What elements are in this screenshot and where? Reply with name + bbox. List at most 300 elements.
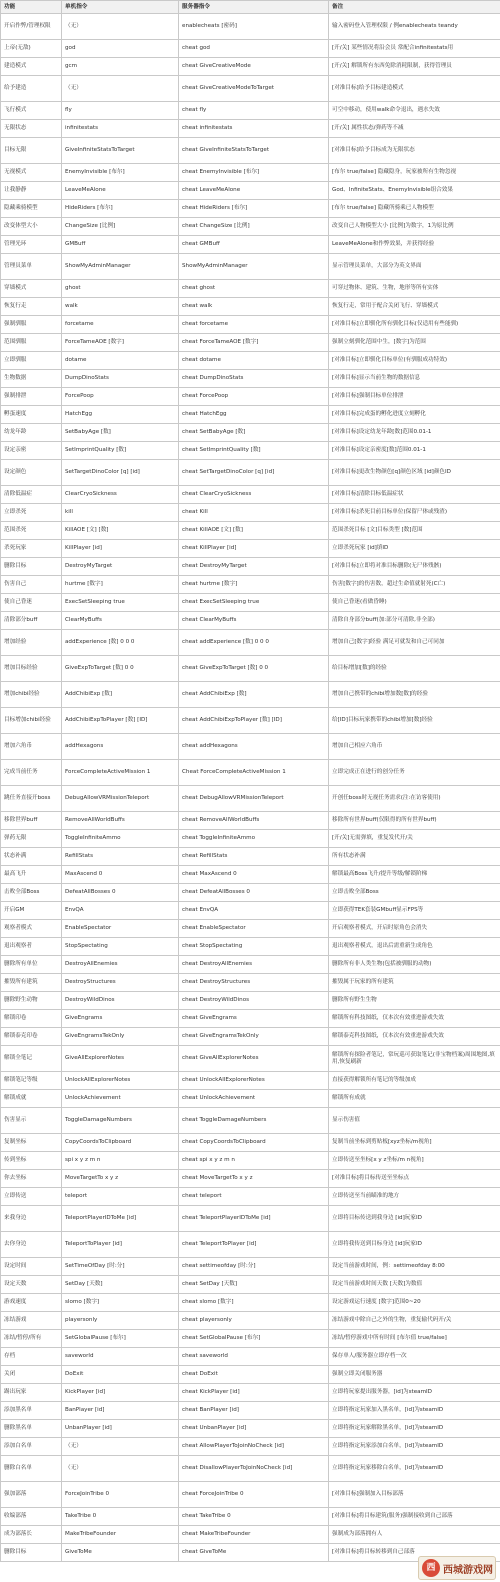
cell-server-command: cheat DoExit [179, 1366, 329, 1384]
header-notes: 备注 [329, 1, 500, 14]
cell-single-player-command: addExperience [数] 0 0 0 [62, 630, 179, 656]
cell-server-command: cheat DestroyWildDinos [179, 992, 329, 1010]
cell-function: 成为部落长 [1, 1526, 62, 1544]
cell-single-player-command: （无） [62, 1438, 179, 1456]
cell-server-command: cheat addHexagons [179, 734, 329, 760]
cell-server-command: cheat Kill [179, 504, 329, 522]
cell-single-player-command: TeleportPlayerIDToMe [id] [62, 1206, 179, 1232]
table-row [1, 40, 500, 58]
cell-server-command: cheat SetDay [天数] [179, 1276, 329, 1294]
table-row [1, 370, 500, 388]
cell-single-player-command: ExecSetSleeping true [62, 594, 179, 612]
cell-server-command: cheat AddChibiExp [数] [179, 682, 329, 708]
cell-function: 移除世界buff [1, 812, 62, 830]
cell-single-player-command: StopSpectating [62, 938, 179, 956]
cell-function: 增加目标经验 [1, 656, 62, 682]
table-row [1, 1090, 500, 1108]
cell-function: 使自己昏迷 [1, 594, 62, 612]
cell-function: 隐藏乘骑模型 [1, 200, 62, 218]
cell-single-player-command: ForceTameAOE [数字] [62, 334, 179, 352]
cell-notes: [开/关] 属性状态/弹药等不减 [329, 120, 500, 138]
cell-function: 删除黑名单 [1, 1420, 62, 1438]
cell-notes: 解锁所有成就 [329, 1090, 500, 1108]
cell-notes: 立即将指定玩家添加白名单，[id]为steamID [329, 1438, 500, 1456]
cell-function: 范围驯服 [1, 334, 62, 352]
table-row [1, 1046, 500, 1072]
cell-notes: [对准目标]杀死目前目标单位(保留尸体或残渣) [329, 504, 500, 522]
table-row [1, 612, 500, 630]
cell-server-command: cheat MoveTargetTo x y z [179, 1170, 329, 1188]
cell-server-command: cheat GiveCreativeMode [179, 58, 329, 76]
cell-function: 删除目标 [1, 1544, 62, 1562]
cell-single-player-command: UnbanPlayer [id] [62, 1420, 179, 1438]
table-row [1, 1028, 500, 1046]
cell-function: 击败全部Boss [1, 884, 62, 902]
cell-server-command: cheat DefeatAllBosses 0 [179, 884, 329, 902]
cell-single-player-command: SetBabyAge [数] [62, 424, 179, 442]
cell-notes: [开/关] 解锁所有东西免除消耗限制，获得管理员 [329, 58, 500, 76]
cell-single-player-command: spi x y z m n [62, 1152, 179, 1170]
cell-single-player-command: ClearCryoSickness [62, 486, 179, 504]
table-row [1, 848, 500, 866]
cell-server-command: cheat TakeTribe 0 [179, 1508, 329, 1526]
table-row [1, 1402, 500, 1420]
cell-notes: [对准目标]清除目标低温症状 [329, 486, 500, 504]
cell-single-player-command: GiveInfiniteStatsToTarget [62, 138, 179, 164]
table-row [1, 920, 500, 938]
cell-notes: 摧毁属于玩家的所有建筑 [329, 974, 500, 992]
table-row [1, 540, 500, 558]
cell-server-command: cheat hurtme [数字] [179, 576, 329, 594]
cell-function: 建造模式 [1, 58, 62, 76]
cell-server-command: cheat ForceJoinTribe 0 [179, 1482, 329, 1508]
cell-single-player-command: EnvQA [62, 902, 179, 920]
cell-function: 解锁全笔记 [1, 1046, 62, 1072]
cell-single-player-command: GiveEngrams [62, 1010, 179, 1028]
table-row [1, 504, 500, 522]
cell-function: 设定亲密 [1, 442, 62, 460]
cell-single-player-command: KillAOE [文] [数] [62, 522, 179, 540]
cell-single-player-command: HideRiders [布尔] [62, 200, 179, 218]
cell-server-command: cheat SetTargetDinoColor [q] [id] [179, 460, 329, 486]
cell-single-player-command: RefillStats [62, 848, 179, 866]
cell-notes: 立即击败全部Boss [329, 884, 500, 902]
cell-notes: 立即获得TEK套装GMbuff显示FPS等 [329, 902, 500, 920]
cell-server-command: cheat StopSpectating [179, 938, 329, 956]
cell-notes: [对准目标]将目标传送至坐标点 [329, 1170, 500, 1188]
cell-function: 改变体型大小 [1, 218, 62, 236]
cell-notes: 立即将指定玩家解除黑名单，[id]为steamID [329, 1420, 500, 1438]
cell-notes: [对准目标]设定亲密度[数]范围0.01-1 [329, 442, 500, 460]
cell-function: 穿墙模式 [1, 280, 62, 298]
cell-server-command: cheat settimeofday [时:分] [179, 1258, 329, 1276]
site-name: 西城游戏网 [443, 1564, 493, 1576]
cell-single-player-command: （无） [62, 14, 179, 40]
cell-notes: [布尔 true/false] 隐藏所骑乘已人物模型 [329, 200, 500, 218]
cell-server-command: cheat ChangeSize [比例] [179, 218, 329, 236]
cell-notes: [对准目标]给予目标建造模式 [329, 76, 500, 102]
table-row [1, 218, 500, 236]
table-row [1, 1170, 500, 1188]
cell-notes: 显示伤害值 [329, 1108, 500, 1134]
cell-notes: [对准目标]立即驯化所有驯化目标(仅适用有些能驯) [329, 316, 500, 334]
cell-server-command: cheat walk [179, 298, 329, 316]
cell-function: 杀死玩家 [1, 540, 62, 558]
cell-single-player-command: BanPlayer [id] [62, 1402, 179, 1420]
table-row [1, 938, 500, 956]
cell-function: 设定时间 [1, 1258, 62, 1276]
cell-notes: 立即杀死玩家 [id]填ID [329, 540, 500, 558]
cell-single-player-command: hurtme [数字] [62, 576, 179, 594]
cell-server-command: cheat spi x y z m n [179, 1152, 329, 1170]
table-row [1, 1420, 500, 1438]
cell-server-command: cheat GiveCreativeModeToTarget [179, 76, 329, 102]
cell-notes: God、InfiniteStats、EnemyInvisible组合效果 [329, 182, 500, 200]
cell-function: 增加经验 [1, 630, 62, 656]
cell-function: 游戏速度 [1, 1294, 62, 1312]
cell-single-player-command: EnableSpectator [62, 920, 179, 938]
table-row [1, 182, 500, 200]
cell-function: 无限状态 [1, 120, 62, 138]
table-row [1, 76, 500, 102]
cell-function: 解锁泰克印卷 [1, 1028, 62, 1046]
cell-function: 立即传送 [1, 1188, 62, 1206]
cell-server-command: cheat UnlockAchievement [179, 1090, 329, 1108]
cell-server-command: cheat TeleportPlayerIDToMe [id] [179, 1206, 329, 1232]
cell-function: 收编部落 [1, 1508, 62, 1526]
cell-function: 解锁印卷 [1, 1010, 62, 1028]
cell-function: 幼龙年龄 [1, 424, 62, 442]
cell-server-command: cheat MaxAscend 0 [179, 866, 329, 884]
cell-single-player-command: ClearMyBuffs [62, 612, 179, 630]
cell-function: 存档 [1, 1348, 62, 1366]
cell-function: 观察者模式 [1, 920, 62, 938]
site-watermark [418, 1556, 496, 1580]
table-row [1, 1482, 500, 1508]
cell-function: 传到坐标 [1, 1152, 62, 1170]
cell-notes: 删除所有非人类生物(包括被驯服的动物) [329, 956, 500, 974]
cell-single-player-command: DestroyStructures [62, 974, 179, 992]
cell-function: 去你身边 [1, 1232, 62, 1258]
cell-server-command: cheat ClearMyBuffs [179, 612, 329, 630]
cell-function: 最高飞升 [1, 866, 62, 884]
cell-single-player-command: fly [62, 102, 179, 120]
table-row [1, 884, 500, 902]
cell-server-command: cheat GiveAllExplorerNotes [179, 1046, 329, 1072]
cell-notes: 清除自身部分buff(加:部分可清除,非全部) [329, 612, 500, 630]
cell-single-player-command: MaxAscend 0 [62, 866, 179, 884]
table-row [1, 1526, 500, 1544]
cell-server-command: cheat playersonly [179, 1312, 329, 1330]
cell-server-command: cheat SetBabyAge [数] [179, 424, 329, 442]
cell-single-player-command: （无） [62, 1456, 179, 1482]
table-row [1, 576, 500, 594]
cell-single-player-command: DoExit [62, 1366, 179, 1384]
cell-notes: 强制立即关闭服务器 [329, 1366, 500, 1384]
cell-function: 孵蛋速度 [1, 406, 62, 424]
cell-notes: 改变自己人物模型大小 [比例]为数字，1为原比例 [329, 218, 500, 236]
table-row [1, 1152, 500, 1170]
cell-notes: 输入密码登入管理权限 / 例enablecheats teandy [329, 14, 500, 40]
table-row [1, 406, 500, 424]
table-row [1, 992, 500, 1010]
cell-notes: 设定当前游戏时间天数 [天数]为数值 [329, 1276, 500, 1294]
cell-single-player-command: SetDay [天数] [62, 1276, 179, 1294]
table-row [1, 656, 500, 682]
cell-notes: [对准目标]将目标建筑(服务)强制接收到自己部落 [329, 1508, 500, 1526]
cell-server-command: cheat GiveEngrams [179, 1010, 329, 1028]
cell-single-player-command: ForceJoinTribe 0 [62, 1482, 179, 1508]
cell-notes: 立即传送至坐标[x y z坐标/m n视角] [329, 1152, 500, 1170]
cell-single-player-command: gcm [62, 58, 179, 76]
cell-function: 踢出玩家 [1, 1384, 62, 1402]
cell-function: 复制坐标 [1, 1134, 62, 1152]
cell-notes: [对准目标]强制加入目标部落 [329, 1482, 500, 1508]
table-row [1, 254, 500, 280]
cell-server-command: cheat RefillStats [179, 848, 329, 866]
cell-notes: 复制当前坐标到剪贴板[xyz坐标/m视角] [329, 1134, 500, 1152]
cell-notes: 冻结/暂停游戏中所有时间 [布尔值 true/false] [329, 1330, 500, 1348]
cell-notes: [对准目标]将目标转移到自己部落 [329, 1544, 500, 1562]
cell-function: 强加部落 [1, 1482, 62, 1508]
table-row [1, 1188, 500, 1206]
cell-notes: 设定游戏运行速度 [数字]范围0~20 [329, 1294, 500, 1312]
cell-server-command: cheat teleport [179, 1188, 329, 1206]
cell-server-command: cheat DisallowPlayerToJoinNoCheck [id] [179, 1456, 329, 1482]
cell-single-player-command: kill [62, 504, 179, 522]
table-row [1, 120, 500, 138]
cell-notes: [对准目标]立即将对准目标删除(无尸体残骸) [329, 558, 500, 576]
cell-single-player-command: saveworld [62, 1348, 179, 1366]
cell-single-player-command: ChangeSize [比例] [62, 218, 179, 236]
cell-single-player-command: KillPlayer [id] [62, 540, 179, 558]
cell-single-player-command: UnlockAllExplorerNotes [62, 1072, 179, 1090]
header-function: 功能 [1, 1, 62, 14]
cell-notes: [布尔 true/false] 隐藏隐身，玩家被所有生物忽视 [329, 164, 500, 182]
cell-server-command: cheat slomo [数字] [179, 1294, 329, 1312]
table-row [1, 902, 500, 920]
table-row [1, 164, 500, 182]
cell-server-command: cheat UnbanPlayer [id] [179, 1420, 329, 1438]
cell-function: 伤害显示 [1, 1108, 62, 1134]
cell-notes: [对准目标]强制目标单位排泄 [329, 388, 500, 406]
table-row [1, 442, 500, 460]
table-row [1, 352, 500, 370]
table-row [1, 236, 500, 254]
cell-single-player-command: GiveExpToTarget [数] 0 0 [62, 656, 179, 682]
cell-function: 删除目标 [1, 558, 62, 576]
table-row [1, 460, 500, 486]
table-row [1, 786, 500, 812]
cell-single-player-command: DefeatAllBosses 0 [62, 884, 179, 902]
cell-server-command: cheat god [179, 40, 329, 58]
cell-notes: 直接获得解锁所有笔记的等级加成 [329, 1072, 500, 1090]
cell-single-player-command: slomo [数字] [62, 1294, 179, 1312]
cell-notes: 立即完成正在进行的创分任务 [329, 760, 500, 786]
table-row [1, 708, 500, 734]
cell-single-player-command: dotame [62, 352, 179, 370]
table-row [1, 1232, 500, 1258]
cell-function: 管理光环 [1, 236, 62, 254]
cell-function: 目标无限 [1, 138, 62, 164]
table-row [1, 280, 500, 298]
table-row [1, 424, 500, 442]
table-row [1, 334, 500, 352]
cell-single-player-command: ToggleDamageNumbers [62, 1108, 179, 1134]
cell-function: 弹药无限 [1, 830, 62, 848]
table-row [1, 1108, 500, 1134]
cell-notes: 解锁所有科技图纸，仅本次有效重进游戏失效 [329, 1010, 500, 1028]
cell-notes: [对准目标]立即驯化目标单位(有驯服成功特效) [329, 352, 500, 370]
cell-function: 开启作弊/管理权限 [1, 14, 62, 40]
cell-server-command: cheat LeaveMeAlone [179, 182, 329, 200]
cell-function: 让我静静 [1, 182, 62, 200]
cell-function: 强制排泄 [1, 388, 62, 406]
table-body [1, 14, 500, 1562]
cell-server-command: cheat ClearCryoSickness [179, 486, 329, 504]
cell-function: 删除野生动物 [1, 992, 62, 1010]
cell-notes: 立即将指定玩家加入黑名单，[id]为steamID [329, 1402, 500, 1420]
cell-server-command: cheat ForcePoop [179, 388, 329, 406]
cell-function: 设定颜色 [1, 460, 62, 486]
cell-function: 强制驯服 [1, 316, 62, 334]
cell-single-player-command: ToggleInfiniteAmmo [62, 830, 179, 848]
cell-function: 生物数据 [1, 370, 62, 388]
table-row [1, 1312, 500, 1330]
table-row [1, 1438, 500, 1456]
cell-notes: 保存单人/服务器立即存档一次 [329, 1348, 500, 1366]
cell-function: 给予建造 [1, 76, 62, 102]
cell-notes: [对准目标]更改生物颜色[q]颜色区域 [id]颜色ID [329, 460, 500, 486]
cell-server-command: cheat dotame [179, 352, 329, 370]
cell-function: 冻结/暂停/所有 [1, 1330, 62, 1348]
cell-notes: LeaveMeAlone和作弊效果，并获得经验 [329, 236, 500, 254]
cell-server-command: cheat GiveEngramsTekOnly [179, 1028, 329, 1046]
cell-single-player-command: RemoveAllWorldBuffs [62, 812, 179, 830]
cell-function: 管理员菜单 [1, 254, 62, 280]
table-row [1, 14, 500, 40]
cell-notes: 增加自己携带的chibi增加数[数]的经验 [329, 682, 500, 708]
cell-server-command: cheat DestroyMyTarget [179, 558, 329, 576]
cell-function: 解锁笔记等级 [1, 1072, 62, 1090]
cell-notes: [对准目标]完成蛋的孵化进度立刻孵化 [329, 406, 500, 424]
cell-server-command: cheat EnemyInvisible [布尔] [179, 164, 329, 182]
cell-single-player-command: LeaveMeAlone [62, 182, 179, 200]
cell-function: 完成当前任务 [1, 760, 62, 786]
cell-notes: 立即传送至当前瞄准的地方 [329, 1188, 500, 1206]
cell-single-player-command: infinitestats [62, 120, 179, 138]
cell-single-player-command: GMBuff [62, 236, 179, 254]
table-row [1, 734, 500, 760]
cell-function: 目标增加chibi经验 [1, 708, 62, 734]
cell-function: 范围杀死 [1, 522, 62, 540]
cell-single-player-command: EnemyInvisible [布尔] [62, 164, 179, 182]
cell-server-command: cheat HideRiders [布尔] [179, 200, 329, 218]
cell-function: 删除所有单位 [1, 956, 62, 974]
cell-notes: 强制立刻驯化范围中生，[数字]为范围 [329, 334, 500, 352]
cell-server-command: cheat BanPlayer [id] [179, 1402, 329, 1420]
cell-function: 删除白名单 [1, 1456, 62, 1482]
cell-server-command: cheat RemoveAllWorldBuffs [179, 812, 329, 830]
table-row [1, 1330, 500, 1348]
cell-notes: 强制成为部落拥有人 [329, 1526, 500, 1544]
cell-function: 添加白名单 [1, 1438, 62, 1456]
cell-notes: 显示管理员菜单，大部分为英文界面 [329, 254, 500, 280]
cell-notes: 开创任boss时无视任务需求(注:在访客使用) [329, 786, 500, 812]
cell-server-command: cheat forcetame [179, 316, 329, 334]
cell-function: 解锁成就 [1, 1090, 62, 1108]
cell-server-command: cheat ForceTameAOE [数字] [179, 334, 329, 352]
cell-single-player-command: DestroyWildDinos [62, 992, 179, 1010]
cell-single-player-command: teleport [62, 1188, 179, 1206]
cell-server-command: cheat UnlockAllExplorerNotes [179, 1072, 329, 1090]
cell-notes: [对准目标]给予目标成为无限状态 [329, 138, 500, 164]
cell-single-player-command: DumpDinoStats [62, 370, 179, 388]
cell-notes: 范围杀死目标 [文]目标类型 [数]范围 [329, 522, 500, 540]
cell-server-command: cheat AllowPlayerToJoinNoCheck [id] [179, 1438, 329, 1456]
table-row [1, 1258, 500, 1276]
cell-server-command: ShowMyAdminManager [179, 254, 329, 280]
cell-notes: 立即将玩家提出服务器，[id]为steamID [329, 1384, 500, 1402]
cell-notes: [对准目标]设定幼龙年龄[数]范围0.01-1 [329, 424, 500, 442]
cell-function: 添加黑名单 [1, 1402, 62, 1420]
cell-single-player-command: DebugAllowVRMissionTeleport [62, 786, 179, 812]
cell-server-command: cheat GiveToMe [179, 1544, 329, 1562]
table-row [1, 830, 500, 848]
cell-function: 恢复行走 [1, 298, 62, 316]
cell-server-command: cheat ToggleInfiniteAmmo [179, 830, 329, 848]
cell-single-player-command: GiveEngramsTekOnly [62, 1028, 179, 1046]
table-row [1, 630, 500, 656]
cell-single-player-command: KickPlayer [id] [62, 1384, 179, 1402]
cell-notes: 冻结游戏中除自己之外的生物，重复输代码开/关 [329, 1312, 500, 1330]
cell-function: 增加chibi经验 [1, 682, 62, 708]
cell-notes: 删除所有野生生物 [329, 992, 500, 1010]
cell-notes: [开/关] 某些情况将沿会员 常配合infinitestats用 [329, 40, 500, 58]
cell-single-player-command: ForcePoop [62, 388, 179, 406]
cell-server-command: cheat saveworld [179, 1348, 329, 1366]
table-row [1, 594, 500, 612]
cell-function: 清除部分buff [1, 612, 62, 630]
cell-server-command: cheat DestroyStructures [179, 974, 329, 992]
cell-single-player-command: AddChibiExpToPlayer [数] [ID] [62, 708, 179, 734]
cell-function: 上帝(无敌) [1, 40, 62, 58]
table-row [1, 316, 500, 334]
cell-single-player-command: ForceCompleteActiveMission 1 [62, 760, 179, 786]
header-server-command: 服务器指令 [179, 1, 329, 14]
table-row [1, 522, 500, 540]
cell-function: 来我身边 [1, 1206, 62, 1232]
table-row [1, 1384, 500, 1402]
cell-server-command: cheat fly [179, 102, 329, 120]
cell-server-command: cheat GiveInfiniteStatsToTarget [179, 138, 329, 164]
cell-function: 伤害自己 [1, 576, 62, 594]
table-row [1, 486, 500, 504]
table-row [1, 812, 500, 830]
table-row [1, 102, 500, 120]
cell-notes: 开启观察者模式，开启时原角色会消失 [329, 920, 500, 938]
cell-notes: 恢复行走，常用于配合关闭飞行、穿墙模式 [329, 298, 500, 316]
cell-single-player-command: UnlockAchievement [62, 1090, 179, 1108]
cell-notes: 解锁最高Boss飞升/提升等级/解锁阶梯 [329, 866, 500, 884]
cell-notes: 给[ID]目标玩家携带的chibi增加[数]经验 [329, 708, 500, 734]
cell-notes: [对准目标]显示当前生物的数据信息 [329, 370, 500, 388]
cell-single-player-command: SetImprintQuality [数] [62, 442, 179, 460]
table-row [1, 866, 500, 884]
cell-notes: 给目标增加[数]的经验 [329, 656, 500, 682]
cell-server-command: cheat EnableSpectator [179, 920, 329, 938]
table-row [1, 1276, 500, 1294]
